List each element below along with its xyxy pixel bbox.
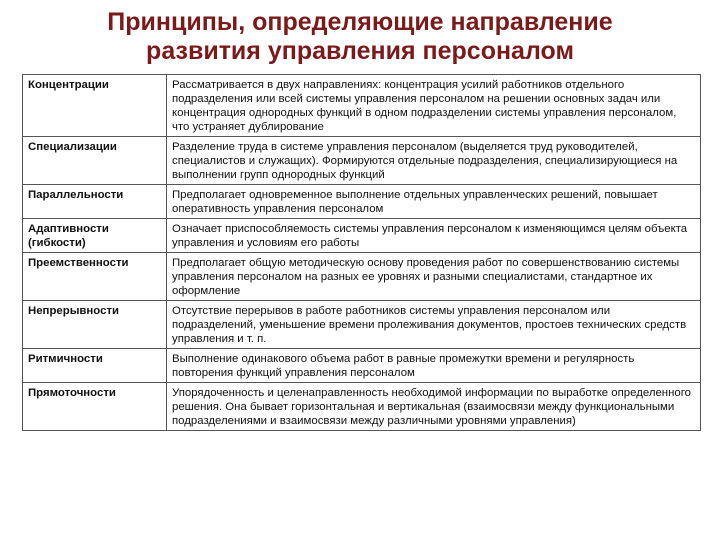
principle-description: Предполагает общую методическую основу проведения работ по совершенствованию системы управления персоналом на разных ее уровнях и разными специалистами, стандартное их оформление [167,253,701,301]
principle-name: Непрерывности [23,301,167,349]
table-row [23,301,701,349]
principle-name: Прямоточности [23,383,167,431]
principle-name: Преемственности [23,253,167,301]
page-title-line-2: развития управления персоналом [146,37,574,65]
page-title-line-1: Принципы, определяющие направление [107,8,613,36]
principle-description: Выполнение одинакового объема работ в равные промежутки времени и регулярность повторения функций управления персоналом [167,349,701,383]
principle-description: Предполагает одновременное выполнение отдельных управленческих решений, повышает оперативность управления персоналом [167,185,701,219]
principle-description: Отсутствие перерывов в работе работников системы управления персоналом или подразделений, уменьшение времени пролеживания документов, простоев технических средств управления и т. п. [167,301,701,349]
page-title [0,8,720,66]
principle-name: Специализации [23,137,167,185]
table-row [23,185,701,219]
principle-description: Означает приспособляемость системы управления персоналом к изменяющимся целям объекта управления и условиям его работы [167,219,701,253]
principle-description: Рассматривается в двух направлениях: концентрация усилий работников отдельного подразделения или всей системы управления персоналом на решении основных задач или концентрация однородных функций в одном подразделении системы управления персоналом, что устраняет дублирование [167,75,701,137]
principle-name: Адаптивности (гибкости) [23,219,167,253]
table-row [23,253,701,301]
principle-name: Концентрации [23,75,167,137]
principles-table [22,74,701,431]
table-row [23,137,701,185]
table-row [23,75,701,137]
table-row [23,349,701,383]
table-row [23,219,701,253]
principle-description: Разделение труда в системе управления персоналом (выделяется труд руководителей, специалистов и служащих). Формируются отдельные подразделения, специализирующиеся на выполнении групп однородных функций [167,137,701,185]
principle-name: Ритмичности [23,349,167,383]
principle-description: Упорядоченность и целенаправленность необходимой информации по выработке определенного решения. Она бывает горизонтальная и вертикальная (взаимосвязи между функциональными подразделениями и взаимосвязи между различными уровнями управления) [167,383,701,431]
principle-name: Параллельности [23,185,167,219]
table-row [23,383,701,431]
